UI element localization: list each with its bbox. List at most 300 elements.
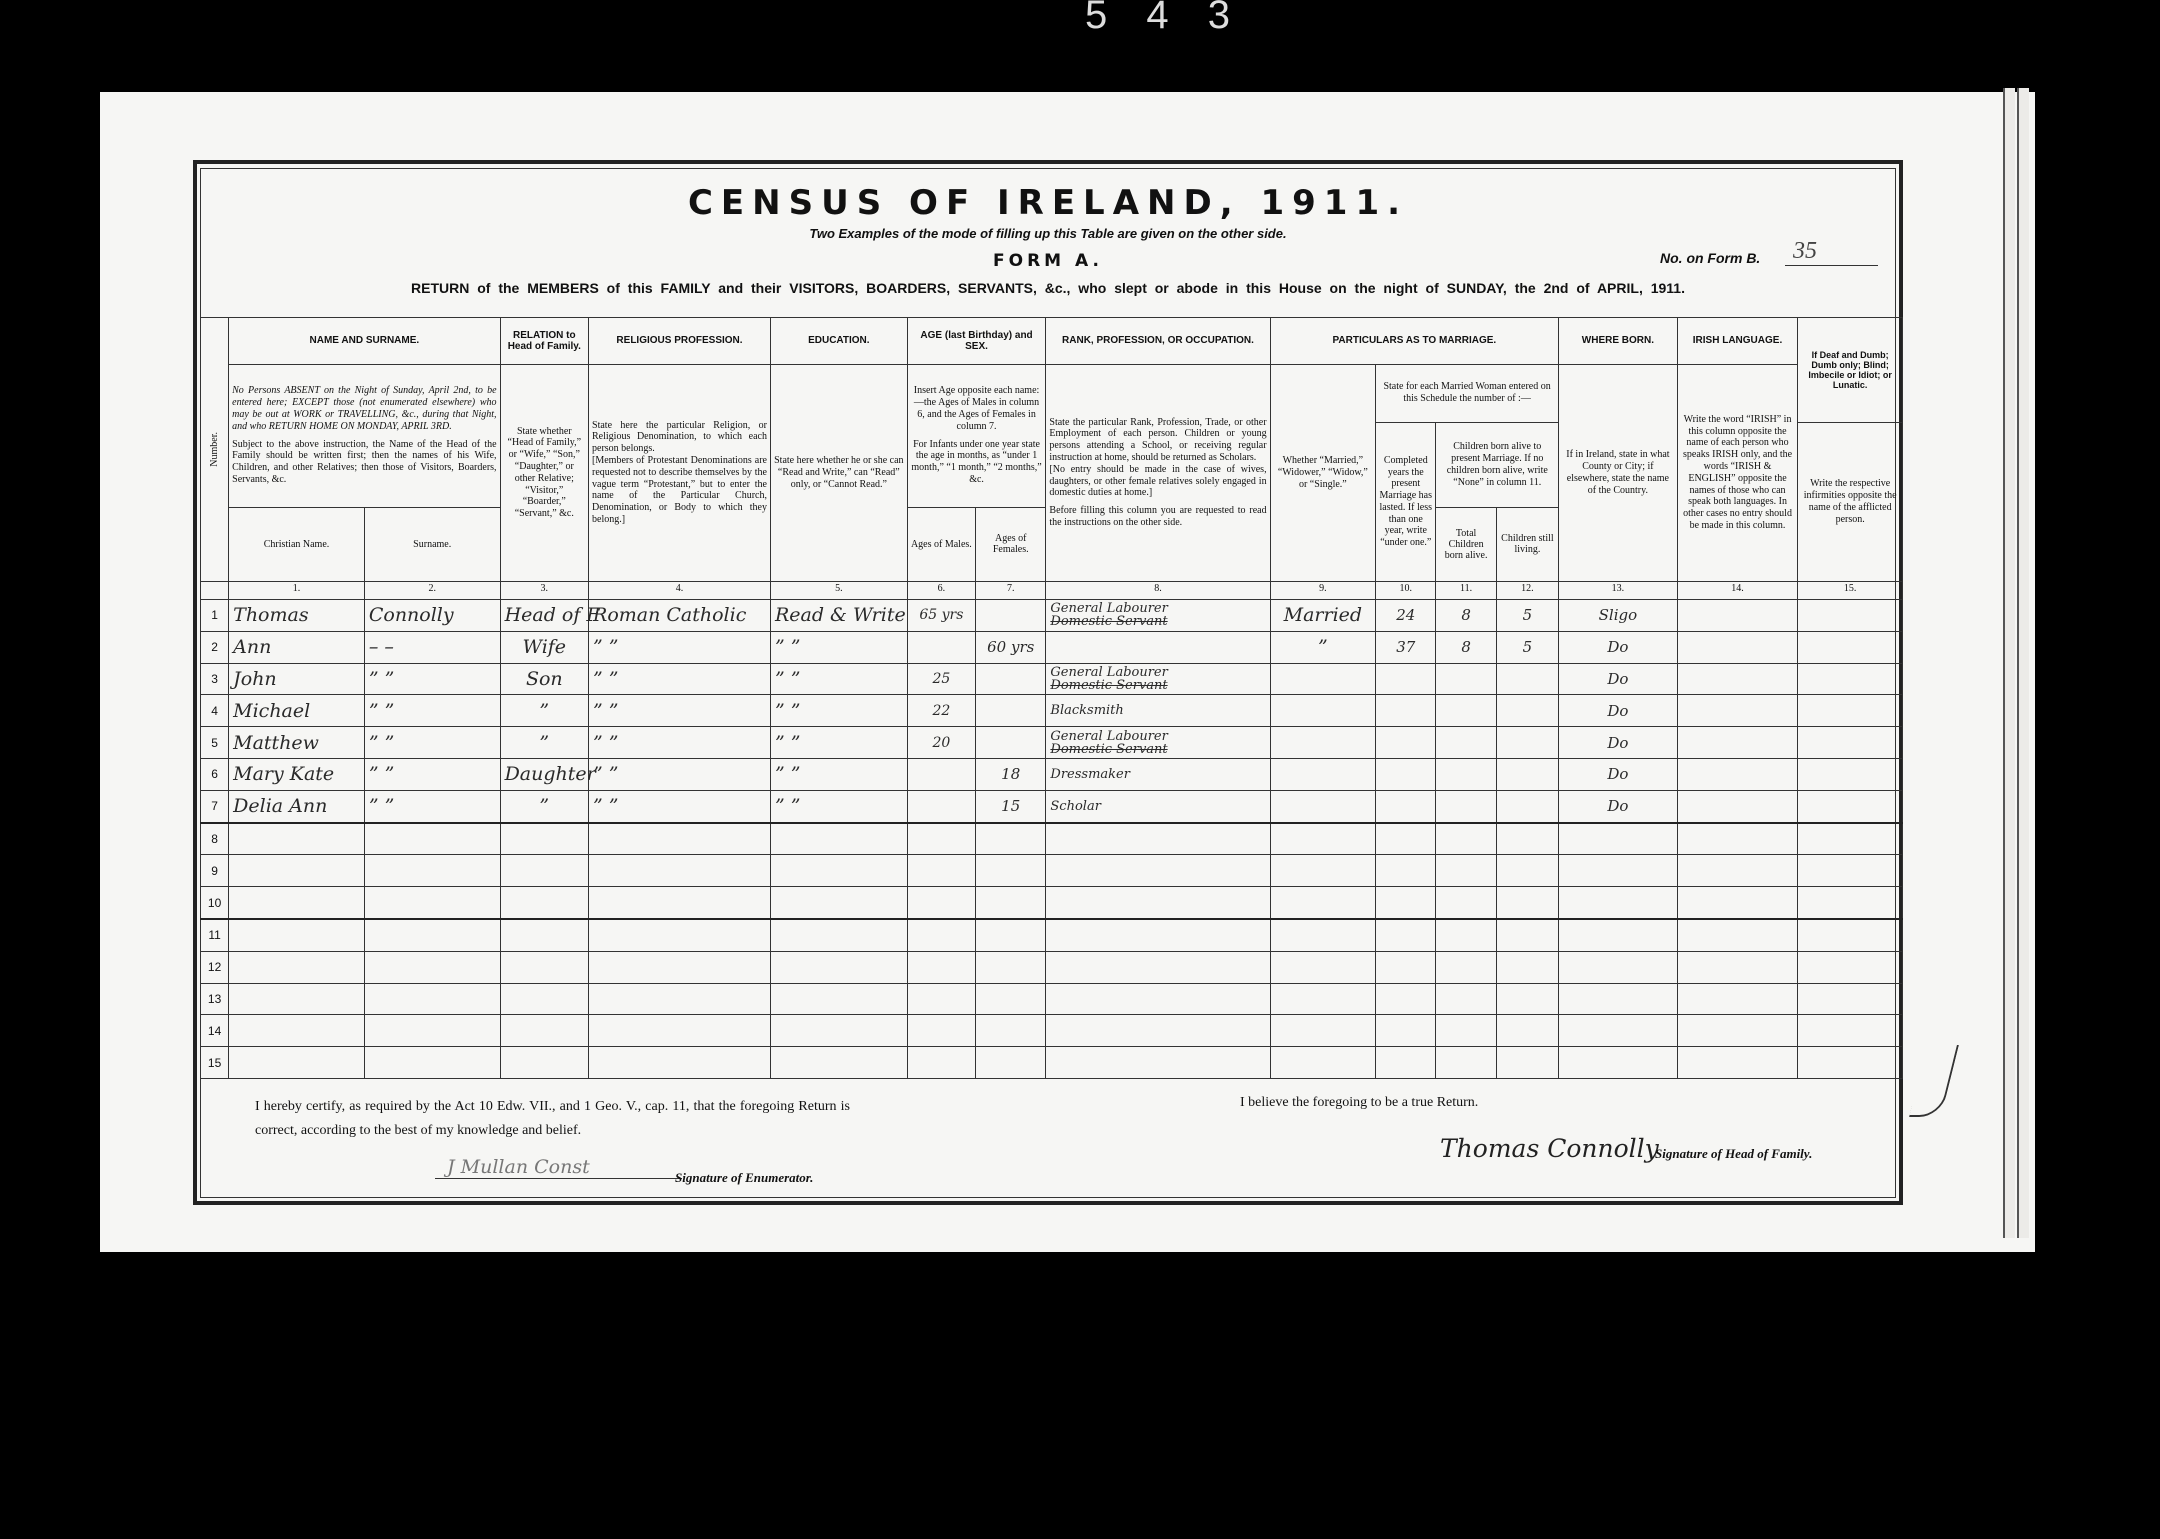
row-number: 2: [201, 631, 229, 663]
column-number: 2.: [364, 581, 500, 599]
birthplace-cell[interactable]: Do: [1559, 790, 1678, 822]
census-title: CENSUS OF IRELAND, 1911.: [687, 183, 1409, 223]
marital-instructions: Whether “Married,” “Widower,” “Widow,” or “Single.”: [1270, 364, 1376, 581]
table-row: [201, 919, 1903, 951]
occupation-cell[interactable]: [1046, 823, 1270, 855]
head-signature-label: Signature of Head of Family.: [1655, 1146, 1813, 1161]
religion-cell[interactable]: [589, 1015, 771, 1047]
birthplace-cell[interactable]: Do: [1559, 727, 1678, 759]
table-row: [201, 758, 1903, 790]
marital-status-cell[interactable]: [1270, 919, 1376, 951]
female-age-cell[interactable]: [976, 1015, 1046, 1047]
christian-name-cell[interactable]: [229, 823, 365, 855]
surname-cell[interactable]: [364, 983, 500, 1015]
male-age-cell[interactable]: 20: [907, 727, 975, 759]
children-living-cell[interactable]: [1496, 951, 1558, 983]
education-cell[interactable]: ” ”: [770, 631, 907, 663]
name-header: NAME AND SURNAME.: [229, 318, 500, 365]
occupation-cell[interactable]: [1046, 855, 1270, 887]
children-living-cell[interactable]: [1496, 790, 1558, 822]
children-living-cell[interactable]: 5: [1496, 631, 1558, 663]
birthplace-cell[interactable]: [1559, 823, 1678, 855]
irish-language-cell[interactable]: [1677, 855, 1798, 887]
female-age-cell[interactable]: 60 yrs: [976, 631, 1046, 663]
religion-cell[interactable]: [589, 983, 771, 1015]
marital-status-cell[interactable]: [1270, 855, 1376, 887]
birthplace-cell[interactable]: [1559, 951, 1678, 983]
children-living-cell[interactable]: [1496, 823, 1558, 855]
infirmity-cell[interactable]: [1798, 823, 1903, 855]
children-living-cell[interactable]: [1496, 887, 1558, 919]
children-living-cell[interactable]: [1496, 758, 1558, 790]
surname-cell[interactable]: ” ”: [364, 758, 500, 790]
marital-status-cell[interactable]: [1270, 951, 1376, 983]
children-born-cell[interactable]: [1436, 727, 1496, 759]
column-number: 1.: [229, 581, 365, 599]
surname-cell[interactable]: ” ”: [364, 695, 500, 727]
irish-language-cell[interactable]: [1677, 631, 1798, 663]
relation-cell[interactable]: Daughter: [500, 758, 588, 790]
years-married-cell[interactable]: [1376, 919, 1436, 951]
male-age-cell[interactable]: [907, 631, 975, 663]
occupation-cell[interactable]: [1046, 1015, 1270, 1047]
education-cell[interactable]: [770, 951, 907, 983]
infirmity-cell[interactable]: [1798, 631, 1903, 663]
christian-name-cell[interactable]: [229, 983, 365, 1015]
surname-cell[interactable]: [364, 855, 500, 887]
christian-name-cell[interactable]: [229, 919, 365, 951]
education-cell[interactable]: ” ”: [770, 758, 907, 790]
table-row: [201, 983, 1903, 1015]
number-header: Number.: [201, 318, 229, 582]
row-number: 11: [201, 919, 229, 951]
relation-cell[interactable]: ”: [500, 790, 588, 822]
surname-cell[interactable]: [364, 951, 500, 983]
female-age-cell[interactable]: [976, 919, 1046, 951]
male-age-cell[interactable]: [907, 758, 975, 790]
occupation-cell[interactable]: [1046, 1047, 1270, 1079]
irish-language-cell[interactable]: [1677, 919, 1798, 951]
column-number: 13.: [1559, 581, 1678, 599]
male-age-cell[interactable]: [907, 1015, 975, 1047]
female-age-cell[interactable]: [976, 727, 1046, 759]
male-age-cell[interactable]: [907, 1047, 975, 1079]
row-number: 13: [201, 983, 229, 1015]
table-row: [201, 631, 1903, 663]
children-born-cell[interactable]: [1436, 951, 1496, 983]
children-living-cell[interactable]: [1496, 727, 1558, 759]
female-age-cell[interactable]: 18: [976, 758, 1046, 790]
surname-cell[interactable]: [364, 823, 500, 855]
irish-language-cell[interactable]: [1677, 758, 1798, 790]
name-instructions: No Persons ABSENT on the Night of Sunday, April 2nd, to be entered here; EXCEPT those (not enumerated elsewhere) who may be out at WORK or TRAVELLING, &c., during that Night, and who RETURN HOME ON MONDAY, APRIL 3RD. Subject to the above instruction, the Name of the Head of the Family should be written first; then the names of his Wife, Children, and other Relatives; then those of Visitors, Boarders, Servants, &c.: [229, 364, 500, 507]
form-b-number[interactable]: 35: [1785, 238, 1878, 266]
children-instructions: Children born alive to present Marriage. If no children born alive, write “None” in column 11.: [1436, 422, 1559, 507]
row-number: 9: [201, 855, 229, 887]
education-cell[interactable]: [770, 887, 907, 919]
religion-cell[interactable]: Roman Catholic: [589, 599, 771, 631]
children-living-cell[interactable]: [1496, 1015, 1558, 1047]
infirmity-instructions: Write the respective infirmities opposite the name of the afflicted person.: [1798, 422, 1903, 581]
irish-language-cell[interactable]: [1677, 1047, 1798, 1079]
enumerator-signature[interactable]: J Mullan Const: [435, 1156, 682, 1179]
children-born-cell[interactable]: [1436, 983, 1496, 1015]
row-number: 6: [201, 758, 229, 790]
birthplace-cell[interactable]: [1559, 919, 1678, 951]
years-married-cell[interactable]: [1376, 1015, 1436, 1047]
census-table: [200, 317, 1903, 1079]
row-number: 4: [201, 695, 229, 727]
enumerator-signature-label: Signature of Enumerator.: [675, 1170, 814, 1185]
relation-cell[interactable]: [500, 919, 588, 951]
years-married-cell[interactable]: [1376, 887, 1436, 919]
years-married-cell[interactable]: [1376, 727, 1436, 759]
relation-cell[interactable]: [500, 823, 588, 855]
children-born-cell[interactable]: [1436, 919, 1496, 951]
years-married-cell[interactable]: 24: [1376, 599, 1436, 631]
column-number: 9.: [1270, 581, 1376, 599]
occupation-cell[interactable]: General Labourer Domestic Servant: [1046, 727, 1270, 759]
page-edge: [2017, 88, 2029, 1238]
birthplace-cell[interactable]: Sligo: [1559, 599, 1678, 631]
christian-name-cell[interactable]: Delia Ann: [229, 790, 365, 822]
infirmity-cell[interactable]: [1798, 855, 1903, 887]
birthplace-cell[interactable]: Do: [1559, 631, 1678, 663]
form-label: FORM A.: [993, 251, 1103, 271]
marital-status-cell[interactable]: Married: [1270, 599, 1376, 631]
age-header: AGE (last Birthday) and SEX.: [907, 318, 1046, 365]
infirmity-cell[interactable]: [1798, 919, 1903, 951]
married-woman-instructions: State for each Married Woman entered on this Schedule the number of :—: [1376, 364, 1559, 422]
census-subtitle: Two Examples of the mode of filling up this Table are given on the other side.: [809, 226, 1287, 241]
christian-name-cell[interactable]: [229, 1015, 365, 1047]
irish-language-cell[interactable]: [1677, 790, 1798, 822]
years-married-cell[interactable]: [1376, 663, 1436, 695]
column-number: 10.: [1376, 581, 1436, 599]
female-age-cell[interactable]: [976, 855, 1046, 887]
children-living-cell[interactable]: [1496, 855, 1558, 887]
relation-header: RELATION to Head of Family.: [500, 318, 588, 365]
education-cell[interactable]: ” ”: [770, 790, 907, 822]
education-cell[interactable]: [770, 919, 907, 951]
education-instructions: State here whether he or she can “Read and Write,” can “Read” only, or “Cannot Read.”: [770, 364, 907, 581]
row-number: 3: [201, 663, 229, 695]
education-cell[interactable]: [770, 1047, 907, 1079]
surname-cell[interactable]: [364, 887, 500, 919]
occupation-cell[interactable]: General Labourer Domestic Servant: [1046, 599, 1270, 631]
relation-cell[interactable]: [500, 1015, 588, 1047]
relation-cell[interactable]: Head of F: [500, 599, 588, 631]
infirmity-cell[interactable]: [1798, 1047, 1903, 1079]
female-age-cell[interactable]: [976, 695, 1046, 727]
religion-cell[interactable]: [589, 951, 771, 983]
relation-cell[interactable]: [500, 1047, 588, 1079]
birthplace-cell[interactable]: [1559, 983, 1678, 1015]
male-age-cell[interactable]: [907, 983, 975, 1015]
children-born-cell[interactable]: [1436, 823, 1496, 855]
children-living-cell[interactable]: [1496, 919, 1558, 951]
certification-text: I hereby certify, as required by the Act 10 Edw. VII., and 1 Geo. V., cap. 11, that the foregoing Return is correct, according to the best of my knowledge and belief.: [255, 1099, 850, 1138]
female-age-cell[interactable]: [976, 1047, 1046, 1079]
children-born-cell[interactable]: [1436, 1015, 1496, 1047]
years-married-instructions: Completed years the present Marriage has lasted. If less than one year, write “under one.”: [1376, 422, 1436, 581]
years-married-cell[interactable]: 37: [1376, 631, 1436, 663]
occupation-cell[interactable]: [1046, 951, 1270, 983]
marital-status-cell[interactable]: [1270, 758, 1376, 790]
children-living-cell[interactable]: [1496, 663, 1558, 695]
years-married-cell[interactable]: [1376, 758, 1436, 790]
row-number: 10: [201, 887, 229, 919]
male-age-cell[interactable]: [907, 823, 975, 855]
christian-name-cell[interactable]: Thomas: [229, 599, 365, 631]
female-age-cell[interactable]: [976, 823, 1046, 855]
education-cell[interactable]: [770, 1015, 907, 1047]
christian-name-cell[interactable]: Ann: [229, 631, 365, 663]
male-ages-subheader: Ages of Males.: [907, 507, 975, 581]
religion-cell[interactable]: ” ”: [589, 631, 771, 663]
marital-status-cell[interactable]: [1270, 663, 1376, 695]
christian-name-cell[interactable]: Mary Kate: [229, 758, 365, 790]
irish-language-cell[interactable]: [1677, 727, 1798, 759]
children-born-cell[interactable]: [1436, 758, 1496, 790]
relation-cell[interactable]: [500, 951, 588, 983]
occupation-cell[interactable]: Scholar: [1046, 790, 1270, 822]
occupation-cell[interactable]: Dressmaker: [1046, 758, 1270, 790]
education-cell[interactable]: [770, 855, 907, 887]
irish-language-cell[interactable]: [1677, 951, 1798, 983]
children-born-cell[interactable]: [1436, 887, 1496, 919]
marital-status-cell[interactable]: [1270, 983, 1376, 1015]
christian-name-cell[interactable]: [229, 855, 365, 887]
relation-cell[interactable]: Son: [500, 663, 588, 695]
birthplace-cell[interactable]: Do: [1559, 695, 1678, 727]
true-return-text: I believe the foregoing to be a true Return.: [1240, 1095, 1479, 1110]
marital-status-cell[interactable]: [1270, 1015, 1376, 1047]
relation-cell[interactable]: Wife: [500, 631, 588, 663]
row-number: 1: [201, 599, 229, 631]
birthplace-cell[interactable]: [1559, 855, 1678, 887]
years-married-cell[interactable]: [1376, 1047, 1436, 1079]
female-age-cell[interactable]: 15: [976, 790, 1046, 822]
male-age-cell[interactable]: 65 yrs: [907, 599, 975, 631]
surname-cell[interactable]: ” ”: [364, 790, 500, 822]
religion-cell[interactable]: ” ”: [589, 758, 771, 790]
relation-instructions: State whether “Head of Family,” or “Wife,” “Son,” “Daughter,” or other Relative; “Visitor,” “Boarder,” “Servant,” &c.: [500, 364, 588, 581]
birthplace-cell[interactable]: Do: [1559, 663, 1678, 695]
table-row: [201, 823, 1903, 855]
infirmity-cell[interactable]: [1798, 695, 1903, 727]
occupation-cell[interactable]: [1046, 887, 1270, 919]
column-numbers: [201, 581, 1903, 599]
marital-status-cell[interactable]: [1270, 790, 1376, 822]
return-heading: RETURN of the MEMBERS of this FAMILY and their VISITORS, BOARDERS, SERVANTS, &c., who slept or abode in this House on the night of SUNDAY, the 2nd of APRIL, 1911.: [411, 280, 1685, 296]
relation-cell[interactable]: ”: [500, 727, 588, 759]
born-header: WHERE BORN.: [1559, 318, 1678, 365]
male-age-cell[interactable]: [907, 790, 975, 822]
christian-name-cell[interactable]: [229, 951, 365, 983]
marriage-header: PARTICULARS AS TO MARRIAGE.: [1270, 318, 1559, 365]
children-living-cell[interactable]: 5: [1496, 599, 1558, 631]
row-number: 8: [201, 823, 229, 855]
occupation-cell[interactable]: General Labourer Domestic Servant: [1046, 663, 1270, 695]
religion-header: RELIGIOUS PROFESSION.: [589, 318, 771, 365]
marital-status-cell[interactable]: [1270, 887, 1376, 919]
religion-cell[interactable]: ” ”: [589, 727, 771, 759]
male-age-cell[interactable]: 25: [907, 663, 975, 695]
birthplace-cell[interactable]: [1559, 887, 1678, 919]
infirmity-cell[interactable]: [1798, 887, 1903, 919]
irish-language-cell[interactable]: [1677, 599, 1798, 631]
head-of-family-signature[interactable]: Thomas Connolly: [1440, 1134, 1659, 1163]
relation-cell[interactable]: [500, 887, 588, 919]
female-age-cell[interactable]: [976, 599, 1046, 631]
education-cell[interactable]: ” ”: [770, 727, 907, 759]
page-stamp: 5 4 3: [1085, 0, 1244, 37]
relation-cell[interactable]: ”: [500, 695, 588, 727]
form-b-label: No. on Form B.: [1660, 250, 1761, 266]
education-cell[interactable]: [770, 823, 907, 855]
christian-name-cell[interactable]: Michael: [229, 695, 365, 727]
religion-cell[interactable]: [589, 887, 771, 919]
children-living-cell[interactable]: [1496, 983, 1558, 1015]
irish-language-cell[interactable]: [1677, 695, 1798, 727]
marital-status-cell[interactable]: [1270, 695, 1376, 727]
table-row: [201, 727, 1903, 759]
female-ages-subheader: Ages of Females.: [976, 507, 1046, 581]
marital-status-cell[interactable]: [1270, 1047, 1376, 1079]
christian-name-cell[interactable]: [229, 1047, 365, 1079]
column-number: 11.: [1436, 581, 1496, 599]
female-age-cell[interactable]: [976, 663, 1046, 695]
marital-status-cell[interactable]: [1270, 727, 1376, 759]
row-number: 14: [201, 1015, 229, 1047]
birthplace-cell[interactable]: Do: [1559, 758, 1678, 790]
male-age-cell[interactable]: [907, 855, 975, 887]
irish-header: IRISH LANGUAGE.: [1677, 318, 1798, 365]
years-married-cell[interactable]: [1376, 951, 1436, 983]
occupation-cell[interactable]: Blacksmith: [1046, 695, 1270, 727]
infirmity-cell[interactable]: [1798, 983, 1903, 1015]
table-row: [201, 599, 1903, 631]
occupation-cell[interactable]: [1046, 631, 1270, 663]
years-married-cell[interactable]: [1376, 695, 1436, 727]
infirmity-cell[interactable]: [1798, 951, 1903, 983]
irish-language-cell[interactable]: [1677, 983, 1798, 1015]
children-born-cell[interactable]: [1436, 695, 1496, 727]
years-married-cell[interactable]: [1376, 823, 1436, 855]
children-born-cell[interactable]: [1436, 855, 1496, 887]
infirmity-cell[interactable]: [1798, 790, 1903, 822]
children-born-cell[interactable]: [1436, 790, 1496, 822]
page-edge: [2003, 88, 2015, 1238]
birthplace-cell[interactable]: [1559, 1015, 1678, 1047]
column-number: 12.: [1496, 581, 1558, 599]
christian-name-cell[interactable]: John: [229, 663, 365, 695]
male-age-cell[interactable]: [907, 919, 975, 951]
table-row: [201, 855, 1903, 887]
surname-cell[interactable]: ” ”: [364, 727, 500, 759]
children-born-cell[interactable]: [1436, 1047, 1496, 1079]
male-age-cell[interactable]: 22: [907, 695, 975, 727]
children-born-cell[interactable]: 8: [1436, 631, 1496, 663]
religion-cell[interactable]: ” ”: [589, 663, 771, 695]
education-cell[interactable]: Read & Write: [770, 599, 907, 631]
years-married-cell[interactable]: [1376, 983, 1436, 1015]
male-age-cell[interactable]: [907, 951, 975, 983]
marital-status-cell[interactable]: ”: [1270, 631, 1376, 663]
relation-cell[interactable]: [500, 983, 588, 1015]
irish-language-cell[interactable]: [1677, 887, 1798, 919]
census-rows: [201, 599, 1903, 1078]
infirmity-cell[interactable]: [1798, 599, 1903, 631]
infirmity-cell[interactable]: [1798, 758, 1903, 790]
children-living-cell[interactable]: [1496, 695, 1558, 727]
occupation-cell[interactable]: [1046, 919, 1270, 951]
religion-cell[interactable]: [589, 823, 771, 855]
surname-cell[interactable]: [364, 919, 500, 951]
education-header: EDUCATION.: [770, 318, 907, 365]
column-number: 4.: [589, 581, 771, 599]
relation-cell[interactable]: [500, 855, 588, 887]
religion-cell[interactable]: ” ”: [589, 790, 771, 822]
years-married-cell[interactable]: [1376, 790, 1436, 822]
row-number: 12: [201, 951, 229, 983]
children-living-cell[interactable]: [1496, 1047, 1558, 1079]
female-age-cell[interactable]: [976, 887, 1046, 919]
surname-cell[interactable]: – –: [364, 631, 500, 663]
surname-cell[interactable]: [364, 1015, 500, 1047]
infirmity-cell[interactable]: [1798, 1015, 1903, 1047]
marital-status-cell[interactable]: [1270, 823, 1376, 855]
row-number: 15: [201, 1047, 229, 1079]
christian-name-cell[interactable]: [229, 887, 365, 919]
surname-cell[interactable]: Connolly: [364, 599, 500, 631]
row-number: 5: [201, 727, 229, 759]
infirmity-cell[interactable]: [1798, 663, 1903, 695]
infirmity-header: If Deaf and Dumb; Dumb only; Blind; Imbecile or Idiot; or Lunatic.: [1798, 318, 1903, 423]
occupation-instructions: State the particular Rank, Profession, Trade, or other Employment of each person. Children or young persons attending a School, or receiving regular instruction at home, should be returned as Scholars. [No entry should be made in the case of wives, daughters, or other female relatives solely engaged in domestic duties at home.] Before filling this column you are requested to read the instructions on the other side.: [1046, 364, 1270, 581]
surname-cell[interactable]: [364, 1047, 500, 1079]
irish-instructions: Write the word “IRISH” in this column opposite the name of each person who speaks IRISH only, and the words “IRISH & ENGLISH” opposite the names of those who can speak both languages. In other cases no entry should be made in this column.: [1677, 364, 1798, 581]
irish-language-cell[interactable]: [1677, 1015, 1798, 1047]
religion-cell[interactable]: [589, 855, 771, 887]
age-instructions: Insert Age opposite each name:—the Ages of Males in column 6, and the Ages of Females in column 7. For Infants under one year state the age in months, as “under 1 month,” “1 month,” “2 months,” &c.: [907, 364, 1046, 507]
occupation-cell[interactable]: [1046, 983, 1270, 1015]
years-married-cell[interactable]: [1376, 855, 1436, 887]
christian-name-cell[interactable]: Matthew: [229, 727, 365, 759]
born-instructions: If in Ireland, state in what County or City; if elsewhere, state the name of the Country.: [1559, 364, 1678, 581]
education-cell[interactable]: [770, 983, 907, 1015]
table-row: [201, 951, 1903, 983]
male-age-cell[interactable]: [907, 887, 975, 919]
irish-language-cell[interactable]: [1677, 663, 1798, 695]
children-born-cell[interactable]: [1436, 663, 1496, 695]
table-row: [201, 1047, 1903, 1079]
infirmity-cell[interactable]: [1798, 727, 1903, 759]
female-age-cell[interactable]: [976, 983, 1046, 1015]
female-age-cell[interactable]: [976, 951, 1046, 983]
education-cell[interactable]: ” ”: [770, 695, 907, 727]
irish-language-cell[interactable]: [1677, 823, 1798, 855]
children-born-cell[interactable]: 8: [1436, 599, 1496, 631]
surname-cell[interactable]: ” ”: [364, 663, 500, 695]
birthplace-cell[interactable]: [1559, 1047, 1678, 1079]
education-cell[interactable]: ” ”: [770, 663, 907, 695]
occupation-header: RANK, PROFESSION, OR OCCUPATION.: [1046, 318, 1270, 365]
religion-cell[interactable]: ” ”: [589, 695, 771, 727]
religion-cell[interactable]: [589, 1047, 771, 1079]
religion-cell[interactable]: [589, 919, 771, 951]
